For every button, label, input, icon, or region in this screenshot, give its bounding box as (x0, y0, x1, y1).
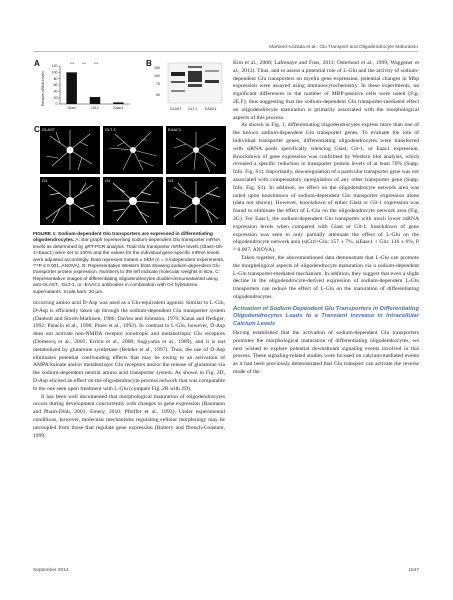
lane-label-glt1: GLT-1 (188, 107, 198, 111)
micrograph-o4-1 (40, 177, 100, 225)
right-column (233, 60, 419, 377)
right-paragraph-3: Taken together, the abovementioned data demonstrate that L-Glu can promote the morphological aspects of oligodendrocyte maturation via a sodium-dependent L-Glu transporter-mediated mechanism. In addition, they suggest that even a slight decline in the oligodendrocyte-derived expression of sodium-dependent L-Glu transporters can reduce the effect of L-Glu on the maturation of differentiating oligodendrocytes. (233, 254, 419, 300)
y-tick-label: 60 (53, 83, 58, 88)
significance-star: *** (70, 62, 75, 66)
mw-label-150: 150 (154, 66, 160, 70)
footer-page-number: 1547 (408, 568, 419, 573)
y-tick-label: 0 (55, 102, 58, 107)
mw-label-50: 50 (156, 93, 160, 97)
bar-glast (66, 72, 77, 104)
bar-glt-1 (90, 97, 101, 104)
band-glt1-high (188, 66, 202, 68)
bar-eaac1 (113, 102, 124, 104)
significance-stars (70, 62, 99, 66)
x-tick-label: Eaac1 (113, 106, 124, 110)
micrograph-eaac1 (166, 126, 226, 174)
bar-chart (40, 60, 135, 116)
y-tick-label: 20 (53, 95, 58, 100)
significance-star: *** (82, 62, 87, 66)
right-paragraph-4: Having established that the activation of sodium-dependent Glu transporters promotes the morphological maturation of differentiating oligodendrocytes, we next wished to explore potential downstream signaling events involved in this process. These signaling-related studies were focused on calcium-mediated events as it had been previously demonstrated that Glu transport can activate the reverse mode of the (233, 329, 419, 375)
band-glt1-smear (188, 71, 202, 82)
y-tick-label: 80 (53, 76, 58, 81)
caption-body: A: Bar graph representing sodium-dependent Glu transporter mRNA levels as determined by qRT-PCR analysis. Total Glu transporter mRNA levels (Glast+Glt-1+Eaac1) were set to 100% and the values for the individual gene-specific mRNA levels were adjusted accordingly. Data represent means ± SEM (n = 3 independent experiments, ***P ≤ 0.001, ANOVA). B: Representative Western blots showing sodium-dependent Glu transporter protein expression. Numbers to the left indicate molecular weights in kDa. C: Representative images of differentiating oligodendrocytes double-immunostained using anti-GLAST, -GLT-1, or -EAAC1 antibodies in combination with O4 hybridoma supernatants. Scale bars: 20 µm. (33, 238, 225, 295)
micrograph-o4-2 (103, 177, 163, 225)
band-glt1-main (188, 84, 202, 87)
running-header: Martinez-Lozada et al.: Glu Transport and Oligodendrocyte Maturation (269, 45, 418, 50)
micrograph-label-glt1: GLT-1 (105, 127, 116, 132)
y-tick-label: 120 (51, 64, 58, 69)
micrograph-label-glast: GLAST (42, 127, 56, 132)
band-eaac1-main (205, 80, 219, 83)
caption-title: FIGURE 1: Sodium-dependent Glu transporters are expressed in differentiating oligodendrocytes. (33, 232, 213, 244)
western-blot (150, 60, 226, 116)
figure-panel-b (150, 60, 226, 116)
micrograph-label-o4-3: O4 (168, 178, 174, 183)
lane-label-glast: GLAST (170, 107, 182, 111)
figure-panel-a (40, 60, 135, 116)
x-tick-label: Glt-1 (91, 106, 99, 110)
figure-panel-c (40, 126, 226, 226)
micrograph-glt1 (103, 126, 163, 174)
footer-date: September 2014 (33, 568, 69, 573)
micrograph-label-o4-1: O4 (42, 178, 48, 183)
left-paragraph-2: It has been well documented that morphological maturation of oligodendrocytes occurs during development concurrently with changes in gene expression (Baumann and Pham-Dinh, 2001; Emery, 2010; Pfeiffer et al., 1993). Under experimental conditions, however, molecular mechanisms regulating cellular morphology may be uncoupled from those that regulate gene expression (Buttery and ffrench-Constant, 1999; (33, 393, 225, 439)
significance-star: *** (94, 62, 99, 66)
x-tick-label: Glast (67, 106, 76, 110)
lane-label-eaac1: EAAC1 (205, 107, 217, 111)
left-column (33, 300, 225, 440)
band-glast-low (171, 90, 185, 92)
micrograph-label-eaac1: EAAC1 (168, 127, 182, 132)
y-ticks (52, 64, 60, 106)
band-eaac1-high (205, 70, 219, 72)
panel-letter-b: B (146, 59, 152, 68)
right-paragraph-1: Kim et al., 2006; Lafrenaye and Fuss, 2011; Osterhout et al., 1999; Waggener et al., 2013). Thus, and to assess a potential role of L-Glu and the activity of sodium-dependent Glu transporters on myelin gene expression, potential changes in Mbp expression were assayed using immunocytochemistry. In these experiments, no significant differences in the number of MBP-positive cells were noted (Fig. 2E,F), thus suggesting that the sodium-dependent Glu transporter-mediated effect on oligodendrocyte maturation is primarily associated with the morphological aspects of this process. (233, 60, 419, 121)
mw-label-100: 100 (154, 74, 160, 78)
right-paragraph-2: As shown in Fig. 1, differentiating oligodendrocytes express more than one of the known sodium-dependent Glu transporter genes. To evaluate the role of individual transporter genes, differentiating oligodendrocytes were transfected with siRNA pools specifically silencing Glast, Glt-1, or Eaac1 expression. Knockdown of gene expression was confirmed by Western blot analysis, which revealed a specific reduction in transporter protein levels of at least 70% (Supp. Info. Fig. S1). Importantly, downregulation of a particular transporter gene was not associated with compensatory upregulation of any other transporter gene (Supp. Info. Fig. S1). In addition, no effect on the oligodendrocyte network area was noted upon knockdown of sodium-dependent Glu transporter expression alone (data not shown). However, knockdown of either Glast or Glt-1 expression was found to eliminate the effect of L-Glu on the oligodendrocyte network area (Fig. 2G). For Eaac1, the sodium-dependent Glu transporter with much lower mRNA expression levels when compared with Glast or Glt-1, knockdown of gene expression was seen to only partially attenuate the effect of L-Glu on the oligodendrocyte network area (siCtrl+Glu: 157 ± 7%, siEaac1 + Glu: 136 ± 6%, P = 0.007, ANOVA). (233, 122, 419, 254)
section-heading: Activation of Sodium-Dependent Glu Transporters in Differentiating Oligodendrocytes Leads to a Transient Increase in Intracellular Calcium Levels (233, 305, 419, 327)
mw-label-75: 75 (156, 82, 160, 86)
header-rule (33, 51, 418, 52)
bars (66, 72, 123, 110)
y-axis-label: Relative mRNA Levels (41, 71, 45, 106)
micrograph-label-o4-2: O4 (105, 178, 111, 183)
panel-letter-a: A (34, 59, 40, 68)
figure-caption (33, 232, 225, 296)
y-tick-label: 100 (51, 70, 58, 75)
left-paragraph-1: occurring amino acid D-Asp was used as a Glu-equivalent agonist. Similar to L-Glu, D-Asp is efficiently taken up through the sodium-dependent Glu transporter system (Danbolt and Storm-Mathisen, 1986; Davies and Johnston, 1976; Kanai and Hediger, 1992; Palacin et al., 1998; Pines et al., 1992). In contrast to L-Glu, however, D-Asp does not activate non-NMDA receptor ionotropic and metabotropic Glu receptors (Domercq et al., 2005; Errico et al., 2008; Sugiyama et al., 1989), and it is not metabolized by glutamine synthetase (Bender et al., 1997). Thus, the use of D-Asp eliminates potential confounding effects that may be owing to an activation of AMPA/kainate and/or metabotropic Glu receptors and/or the release of glutamine via the sodium-dependent neutral amino acid transporter system. As shown in Fig. 2D, D-Asp elicited an effect on the oligodendrocyte process network that was comparable to the one seen upon treatment with L-Glu (compare Fig. 2B with 2D). (33, 300, 225, 392)
y-tick-label: 40 (53, 89, 58, 94)
micrograph-glast (40, 126, 100, 174)
band-glast-main (171, 72, 185, 76)
band-glast-minor (171, 81, 185, 83)
panel-letter-c: C (34, 125, 40, 134)
micrograph-o4-3 (166, 177, 226, 225)
